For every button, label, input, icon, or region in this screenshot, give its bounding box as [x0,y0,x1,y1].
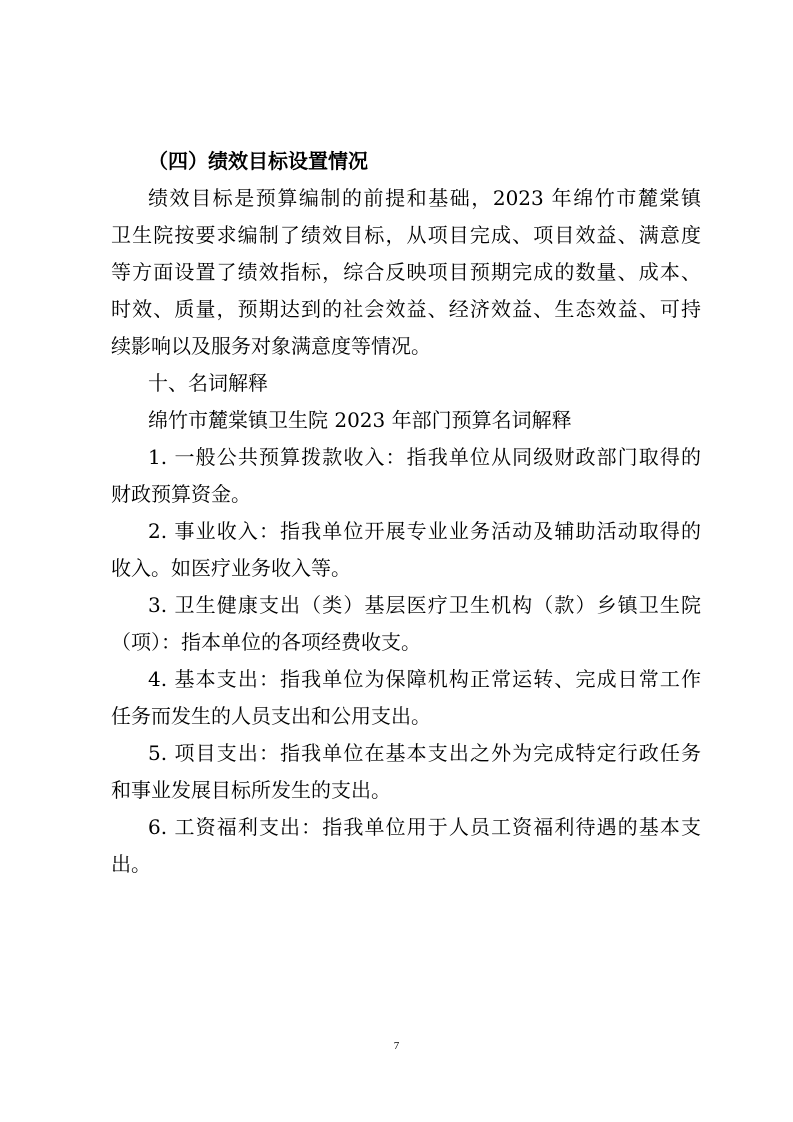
paragraph-line: 绩效目标是预算编制的前提和基础，2023 年绵竹市麓棠镇 [148,186,701,210]
term-item [111,735,701,809]
page-content [111,143,701,883]
term-line: 和事业发展目标所发生的支出。 [111,778,391,802]
section-heading: （四）绩效目标设置情况 [148,149,368,173]
performance-paragraph [111,180,701,365]
glossary-title: 绵竹市麓棠镇卫生院 2023 年部门预算名词解释 [148,408,572,432]
term-line: 2. 事业收入：指我单位开展专业业务活动及辅助活动取得的 [148,519,701,543]
term-item [111,587,701,661]
term-line: 3. 卫生健康支出（类）基层医疗卫生机构（款）乡镇卫生院 [148,593,701,617]
term-item [111,661,701,735]
paragraph-line: 等方面设置了绩效指标，综合反映项目预期完成的数量、成本、 [111,260,701,284]
term-line: （项）：指本单位的各项经费收支。 [111,630,421,654]
term-item [111,513,701,587]
term-line: 收入。如医疗业务收入等。 [111,556,351,580]
term-line: 财政预算资金。 [111,482,251,506]
paragraph-line: 卫生院按要求编制了绩效目标，从项目完成、项目效益、满意度 [111,223,701,247]
term-line: 任务而发生的人员支出和公用支出。 [111,704,431,728]
paragraph-line: 续影响以及服务对象满意度等情况。 [111,334,431,358]
term-line: 1. 一般公共预算拨款收入：指我单位从同级财政部门取得的 [148,445,701,469]
term-line: 出。 [111,852,151,876]
paragraph-line: 时效、质量，预期达到的社会效益、经济效益、生态效益、可持 [111,297,701,321]
chapter-heading: 十、名词解释 [148,371,268,395]
term-line: 5. 项目支出：指我单位在基本支出之外为完成特定行政任务 [148,741,701,765]
term-item [111,809,701,883]
term-item [111,439,701,513]
term-line: 6. 工资福利支出：指我单位用于人员工资福利待遇的基本支 [148,815,701,839]
page-number: 7 [393,1040,400,1052]
term-line: 4. 基本支出：指我单位为保障机构正常运转、完成日常工作 [148,667,701,691]
